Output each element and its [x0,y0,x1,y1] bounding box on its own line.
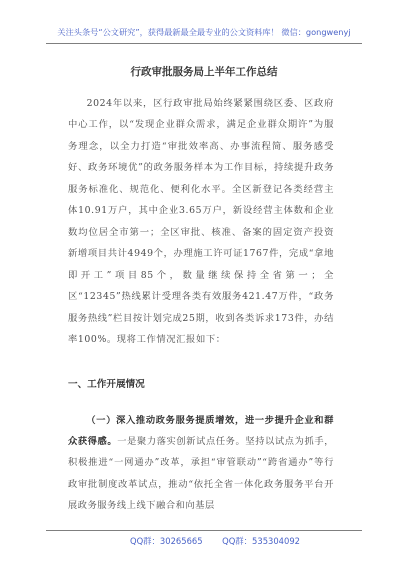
footer-contact [130,536,300,546]
document-title: 行政审批服务局上半年工作总结 [130,66,278,78]
footer-divider [46,530,362,531]
intro-paragraph: 2024年以来，区行政审批局始终紧紧围绕区委、区政府中心工作，以“发现企业群众需求，满足企业群众期许”为服务理念，以全力打造“审批效率高、办事流程简、服务感受好、政务环境优”的政务服务样本为工作目标，持续提升政务服务标准化、规范化、便利化水平。全区新登记各类经营主体10.91万户，其中企业3.65万户，新设经营主体数和企业数均位居全市第一；全区审批、核准、备案的固定资产投资新增项目共计4949个，办理施工许可证1767件，完成“拿地即开工”项目85个，数量继续保持全省第一；全区“12345”热线累计受理各类有效服务421.47万件，“政务服务热线”栏目按计划完成25期，收到各类诉求173件，办结率100%。现将工作情况汇报如下： [68,98,334,345]
section-heading: 一、工作开展情况 [68,379,145,390]
subsection-paragraph [68,410,334,516]
subsection-body: 一是聚力落实创新试点任务。坚持以试点为抓手，积极推进“一网通办”改革，承担“审管联动”“跨省通办”等行政审批制度改革试点，推动“依托全省一体化政务服务平台开展政务服务线上线下融合和向基层 [68,436,335,511]
footer-qq-group-1: QQ群：30265665 [130,536,203,546]
footer-qq-group-2: QQ群：535304092 [222,536,300,546]
subsection-lead: （一）深入推动政务服务提质增效，进一步提升企业和群众获得感。 [68,415,334,448]
header-divider [46,43,362,44]
header-promo-note: 关注头条号“公文研究”，获得最新最全最专业的公文资料库！ 微信：gongwenyj [57,27,351,37]
